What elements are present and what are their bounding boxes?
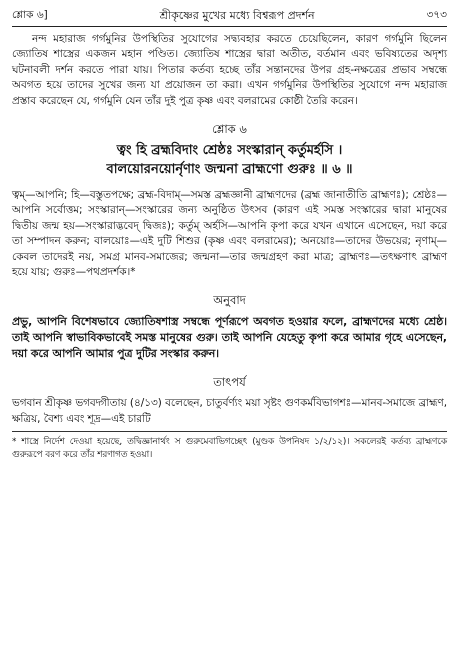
chapter-title: শ্রীকৃষ্ণের মুখের মধ্যে বিশ্বরূপ প্রদর্শন — [159, 8, 315, 22]
page-body — [12, 32, 447, 461]
footnote: * শাস্ত্রে নির্দেশ দেওয়া হয়েছে, তদ্বিজ্ঞানার্থং স গুরুমেবাভিগচ্ছেৎ (মুণ্ডক উপনিষদ ১/২/১২)। সকলেরই কর্তব্য ব্রাহ্মণকে গুরুরূপে বরণ করে তাঁর শরণাগত হওয়া। — [12, 437, 447, 460]
translation-title: অনুবাদ — [213, 293, 246, 308]
footnote-divider — [12, 431, 447, 432]
verse-label: শ্লোক ৬ — [212, 122, 247, 137]
page-header — [12, 6, 447, 27]
word-for-word-synonyms: ত্বম্—আপনি; হি—বস্তুতপক্ষে; ব্রহ্ম-বিদাম্—সমস্ত ব্রহ্মজ্ঞানী ব্রাহ্মণদের (ব্রহ্ম জানাতীতি ব্রাহ্মণঃ); শ্রেষ্ঠঃ—আপনি সর্বোত্তম; সংস্কারান্—সংস্কারের জন্য অনুষ্ঠিত উৎসব (কারণ এই সমস্ত সংস্কারের দ্বারা মানুষের দ্বিতীয় জন্ম হয়—সংস্কারাদ্ভবেদ্ দ্বিজঃ); কর্তুম্ অর্হসি—আপনি কৃপা করে যখন এখানে এসেছেন, দয়া করে তা সম্পাদন করুন; বালয়োঃ—এই দুটি শিশুর (কৃষ্ণ এবং বলরামের); অনয়োঃ—তাদের উভয়ের; নৃণাম্—কেবল তাদেরই নয়, সমগ্র মানব-সমাজের; জন্মনা—তার জন্মগ্রহণ করা মাত্র; ব্রাহ্মণঃ—তৎক্ষণাৎ ব্রাহ্মণ হয়ে যায়; গুরুঃ—পথপ্রদর্শক।* — [12, 189, 447, 279]
purport-title: তাৎপর্য — [213, 375, 246, 390]
verse-line-1: ত্বং হি ব্রহ্মবিদাং শ্রেষ্ঠঃ সংস্কারান্ কর্তুমর্হসি । — [116, 143, 343, 159]
verse-line-2: বালয়োরনয়োর্নৃণাং জন্মনা ব্রাহ্মণো গুরুঃ ॥ ৬ ॥ — [106, 162, 353, 178]
translation-text: প্রভু, আপনি বিশেষভাবে জ্যোতিষশাস্ত্র সম্বন্ধে পূর্ণরূপে অবগত হওয়ার ফলে, ব্রাহ্মণদের মধ্যে শ্রেষ্ঠ। তাই আপনি স্বাভাবিকভাবেই সমস্ত মানুষের গুরু। তাই আপনি যেহেতু কৃপা করে আমার গৃহে এসেছেন, দয়া করে আপনি আমার পুত্র দুটির সংস্কার করুন। — [12, 315, 447, 361]
purport-text: ভগবান শ্রীকৃষ্ণ ভগবদ্গীতায় (৪/১৩) বলেছেন, চাতুর্বর্ণ্যং ময়া সৃষ্টং গুণকর্মবিভাগশঃ—মানব-সমাজে ব্রাহ্মণ, ক্ষত্রিয়, বৈশ্য এবং শূদ্র—এই চারটি — [12, 397, 447, 425]
intro-paragraph: নন্দ মহারাজ গর্গমুনির উপস্থিতির সুযোগের সদ্ব্যবহার করতে চেয়েছিলেন, কারণ গর্গমুনি ছিলেন জ্যোতিষ শাস্ত্রের একজন মহান পণ্ডিত। জ্যোতিষ শাস্ত্রের দ্বারা অতীত, বর্তমান এবং ভবিষ্যতের অদৃশ্য ঘটনাবলী দর্শন করতে পারা যায়। পিতার কর্তব্য হচ্ছে তাঁর সন্তানদের উপর গ্রহ-নক্ষত্রের প্রভাব সম্বন্ধে অবগত হয়ে তাদের সুখের জন্য যা প্রয়োজন তা করা। এখন গর্গমুনির উপস্থিতির সুযোগে নন্দ মহারাজ প্রস্তাব করেছেন যে, গর্গমুনি যেন তাঁর দুই পুত্র কৃষ্ণ এবং বলরামের কোষ্ঠী তৈরি করেন। — [12, 33, 447, 107]
page-number: ৩৭৩ — [426, 8, 447, 21]
verse-reference: শ্লোক ৬] — [12, 8, 48, 21]
